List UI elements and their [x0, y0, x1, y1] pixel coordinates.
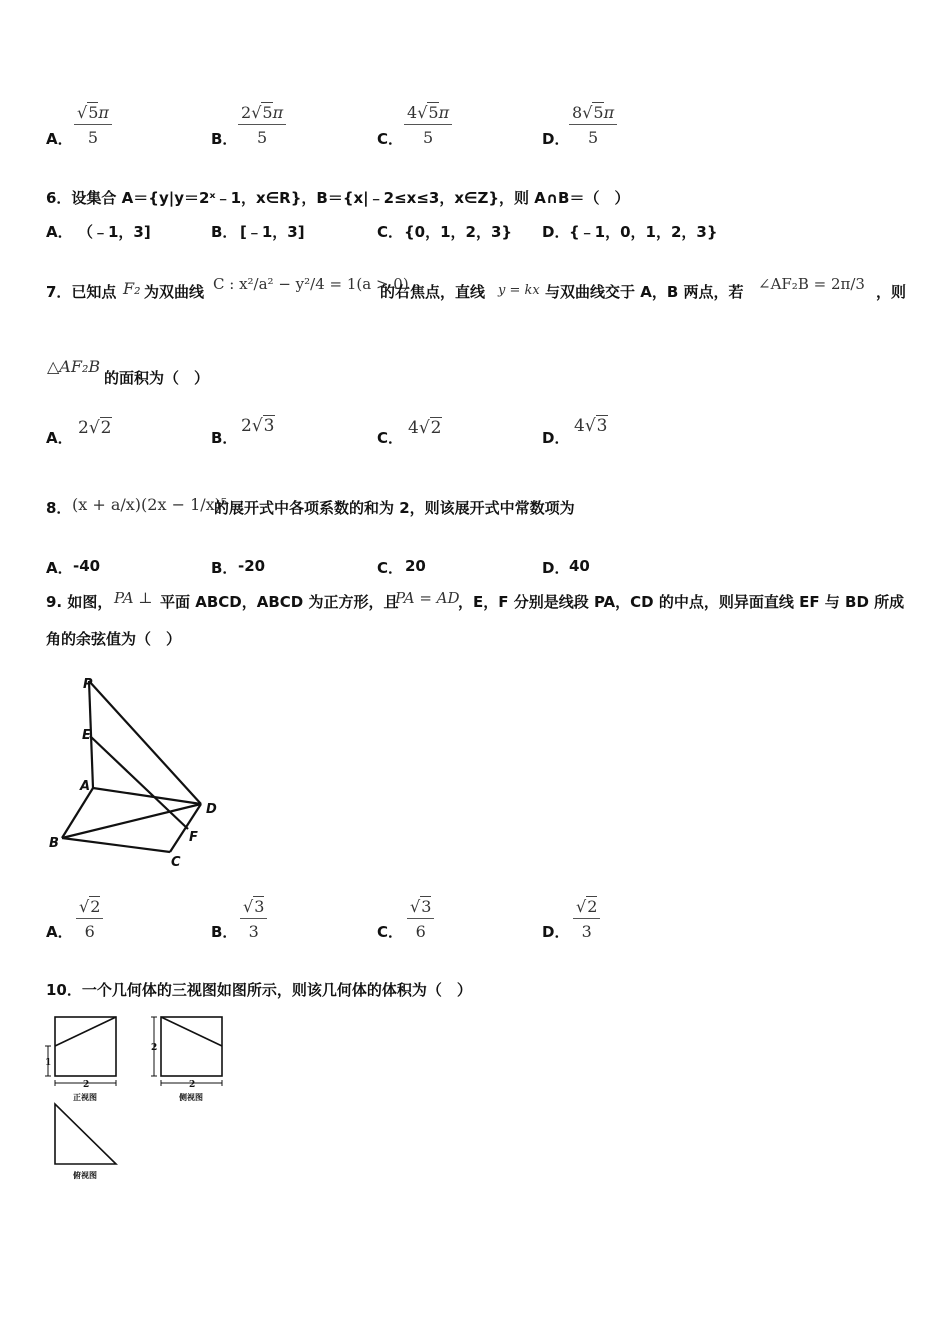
q6-option-c-value: {0，1，2，3} — [404, 223, 513, 241]
q5-option-d-value: $\frac{8√5\pi}{5}$ — [569, 102, 617, 147]
q9-option-a-label: A． — [46, 923, 73, 941]
q7-text-1: 7．已知点 — [46, 283, 117, 301]
side-height-dim: 2 — [151, 1043, 158, 1053]
q6-option-a-value: （﹣1，3] — [78, 223, 151, 241]
q8-number: 8． — [46, 499, 72, 517]
label-c: C — [171, 855, 181, 870]
label-p: P — [83, 677, 93, 692]
q8-option-b-value: -20 — [238, 557, 266, 575]
q7-text-5: ，则 — [876, 283, 907, 301]
q6-option-b-label: B． — [211, 223, 238, 241]
front-view-caption: 正视图 — [73, 1093, 97, 1102]
q9-option-d-label: D． — [542, 923, 570, 941]
q7-option-a-value: 2√2 — [78, 418, 112, 438]
q8-option-c-label: C． — [377, 559, 404, 577]
q8-option-a-value: -40 — [73, 557, 101, 575]
q9-option-d-value: $\frac{√2}{3}$ — [573, 896, 600, 941]
q10-question: 10．一个几何体的三视图如图所示，则该几何体的体积为（ ） — [46, 981, 472, 999]
q9-text-2: 平面 ABCD，ABCD 为正方形，且 — [160, 593, 399, 611]
q9-option-c-label: C． — [377, 923, 404, 941]
q7-option-c-value: 4√2 — [408, 418, 442, 438]
q6-option-a-label: A． — [46, 223, 73, 241]
q5-option-c-value: $\frac{4√5\pi}{5}$ — [404, 102, 452, 147]
q5-option-b-value: $\frac{2√5\pi}{5}$ — [238, 102, 286, 147]
q7-triangle: △AF₂B — [47, 357, 101, 376]
q9-option-b-label: B． — [211, 923, 238, 941]
q6-question: 6．设集合 A＝{y|y＝2ˣ﹣1，x∈R}，B＝{x|﹣2≤x≤3，x∈Z}，则 A∩B＝（ ） — [46, 189, 630, 207]
side-view-caption: 侧视图 — [179, 1093, 203, 1102]
q7-text-2: 为双曲线 — [144, 283, 205, 301]
q9-text-1: 9. 如图， — [46, 593, 113, 611]
q7-text-3: 的右焦点，直线 — [380, 283, 486, 301]
q9-option-b-value: $\frac{√3}{3}$ — [240, 896, 267, 941]
q7-option-c-label: C． — [377, 429, 404, 447]
q9-text-4: 角的余弦值为（ ） — [46, 630, 182, 648]
side-width-dim: 2 — [189, 1080, 196, 1090]
q8-option-d-label: D． — [542, 559, 570, 577]
q9-text-3: ，E，F 分别是线段 PA，CD 的中点，则异面直线 EF 与 BD 所成 — [458, 593, 905, 611]
q8-question: 的展开式中各项系数的和为 2，则该展开式中常数项为 — [214, 499, 575, 517]
label-f: F — [189, 830, 198, 845]
q7-hyperbola-equation: C : x²/a² − y²/4 = 1(a > 0) — [213, 275, 409, 293]
q7-angle-condition: ∠AF₂B = 2π/3 — [758, 275, 865, 293]
label-e: E — [82, 728, 91, 743]
front-height-dim: 1 — [45, 1058, 52, 1068]
q9-option-a-value: $\frac{√2}{6}$ — [76, 896, 103, 941]
front-width-dim: 2 — [83, 1080, 90, 1090]
label-d: D — [206, 802, 217, 817]
q7-focus-f2: F₂ — [123, 279, 141, 298]
q8-option-b-label: B． — [211, 559, 238, 577]
q6-option-d-value: {﹣1，0，1，2，3} — [569, 223, 718, 241]
q5-option-a-value: $\frac{√5\pi}{5}$ — [74, 102, 112, 147]
q6-option-d-label: D． — [542, 223, 570, 241]
top-view-caption: 俯视图 — [73, 1171, 97, 1180]
q9-option-c-value: $\frac{√3}{6}$ — [407, 896, 434, 941]
q7-text-6: 的面积为（ ） — [104, 369, 210, 387]
q5-option-b-label: B． — [211, 130, 238, 148]
q6-option-b-value: [﹣1，3] — [240, 223, 305, 241]
q7-option-d-value: 4√3 — [574, 416, 608, 436]
q8-option-d-value: 40 — [569, 557, 590, 575]
q7-option-a-label: A． — [46, 429, 73, 447]
q6-option-c-label: C． — [377, 223, 404, 241]
q7-text-4: 与双曲线交于 A，B 两点，若 — [545, 283, 744, 301]
q9-perpendicular: PA ⊥ — [114, 589, 153, 607]
q8-expression: (x + a/x)(2x − 1/x)⁵ — [72, 495, 228, 514]
q10-three-views-figure — [40, 1010, 240, 1185]
q8-option-c-value: 20 — [405, 557, 426, 575]
label-b: B — [49, 836, 59, 851]
q9-equal-sides: PA = AD — [395, 589, 460, 607]
q5-option-d-label: D． — [542, 130, 570, 148]
q7-option-b-value: 2√3 — [241, 416, 275, 436]
q5-option-a-label: A． — [46, 130, 73, 148]
q7-option-b-label: B． — [211, 429, 238, 447]
q7-line-equation: y = kx — [498, 283, 540, 298]
q7-option-d-label: D． — [542, 429, 570, 447]
q9-pyramid-figure — [40, 668, 240, 883]
q8-option-a-label: A． — [46, 559, 73, 577]
label-a: A — [80, 779, 91, 794]
q5-option-c-label: C． — [377, 130, 404, 148]
